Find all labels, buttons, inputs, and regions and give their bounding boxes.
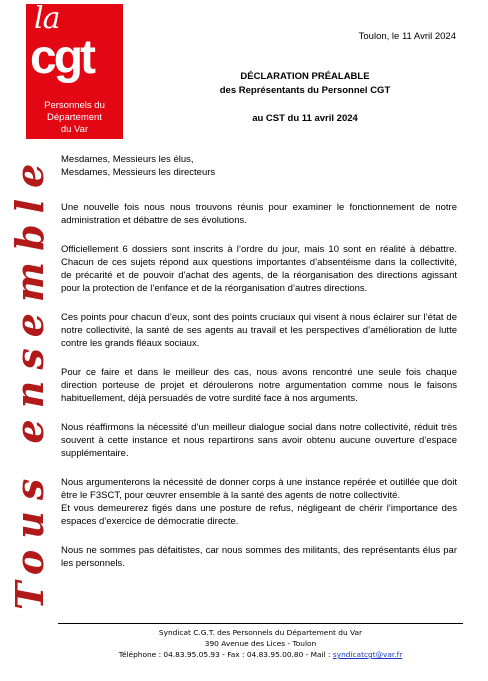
date-line: Toulon, le 11 Avril 2024 bbox=[358, 31, 456, 42]
footer-divider bbox=[58, 623, 463, 624]
paragraph: Officiellement 6 dossiers sont inscrits à l’ordre du jour, mais 10 sont en réalité à débattre. Chacun de ces sujets répond aux questions importantes d’absentéisme dans la collectivité, de précarité et de pouvoir d’achat des agents, de la réorganisation des directions agissant pour la protection de l’enfance et de la réorganisation d’autres directions. bbox=[61, 244, 457, 294]
logo-cgt-text: cgt bbox=[30, 31, 93, 84]
logo-subtitle-line: du Var bbox=[60, 124, 89, 135]
salutation-line-1: Mesdames, Messieurs les élus, bbox=[61, 154, 194, 165]
paragraph: Pour ce faire et dans le meilleur des cas, nous avons rencontré une seule fois chaque direction porteuse de projet et déroulerons notre argumentation comme nous le faisons habituellement, déjà persuadés de votre surdité face à nos arguments. bbox=[61, 367, 457, 404]
footer-line-2: 390 Avenue des Lices - Toulon bbox=[204, 639, 317, 648]
footer-line-1: Syndicat C.G.T. des Personnels du Département du Var bbox=[158, 628, 363, 637]
paragraph: Nous réaffirmons la nécessité d’un meilleur dialogue social dans notre collectivité, réduit très souvent à cette instance et nous repartirons sans avoir obtenu aucune ouverture d’espace supplémentaire. bbox=[61, 422, 457, 459]
salutation-line-2: Mesdames, Messieurs les directeurs bbox=[61, 167, 216, 178]
footer bbox=[58, 627, 463, 660]
logo-la-text: la bbox=[34, 1, 60, 36]
salutation bbox=[61, 153, 457, 179]
paragraph: Nous argumenterons la nécessité de donner corps à une instance repérée et outillée que doit être le F3SCT, pour œuvrer ensemble à la santé des agents de notre collectivité. bbox=[61, 477, 457, 501]
title-line-1: DÉCLARATION PRÉALABLE bbox=[240, 71, 370, 82]
footer-contact bbox=[58, 649, 463, 660]
email-link[interactable]: syndicatcgt@var.fr bbox=[332, 650, 403, 659]
footer-phone-fax: Téléphone : 04.83.95.05.93 - Fax : 04.83.95.00.80 - Mail : bbox=[118, 650, 333, 659]
cgt-logo bbox=[26, 1, 123, 139]
paragraph: Une nouvelle fois nous nous trouvons réunis pour examiner le fonctionnement de notre administration et débattre de ses évolutions. bbox=[61, 202, 457, 226]
title-line-2: des Représentants du Personnel CGT bbox=[219, 85, 391, 96]
logo-subtitle-line: Département bbox=[47, 112, 102, 123]
letter-body bbox=[61, 153, 457, 570]
logo-subtitle-line: Personnels du bbox=[44, 100, 105, 111]
document-title bbox=[150, 70, 460, 98]
paragraph: Ces points pour chacun d’eux, sont des points cruciaux qui visent à nous éclairer sur l’état de notre collectivité, la santé de ses agents au travail et les perspectives d’amélioration de lutte contre les grands fléaux sociaux. bbox=[61, 312, 457, 349]
vertical-slogan: Tous ensemble bbox=[7, 152, 52, 610]
paragraph: Et vous demeurerez figés dans une posture de refus, négligeant de chérir l’importance des espaces d’exercice de démocratie directe. bbox=[61, 503, 457, 527]
document-subtitle: au CST du 11 avril 2024 bbox=[252, 113, 358, 124]
paragraph: Nous ne sommes pas défaitistes, car nous sommes des militants, des représentants élus par les personnels. bbox=[61, 545, 457, 569]
logo-subtitle bbox=[26, 100, 123, 136]
